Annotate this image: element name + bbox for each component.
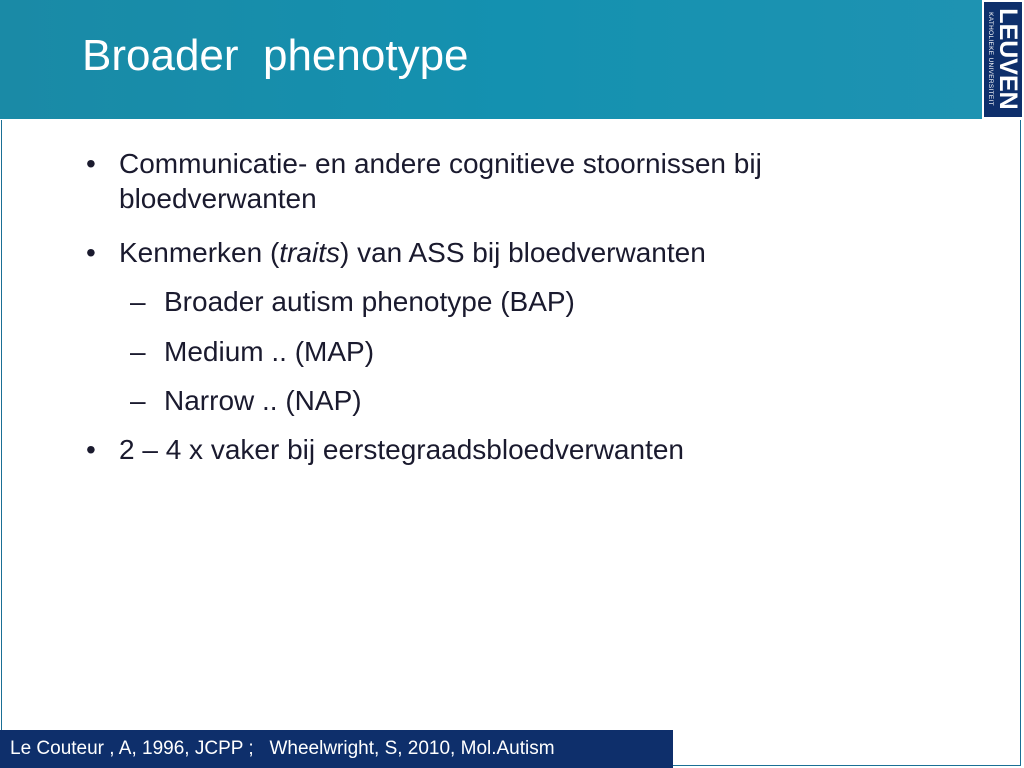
reference-footer: Le Couteur , A, 1996, JCPP ; Wheelwright, S, 2010, Mol.Autism: [0, 730, 673, 768]
dash-marker: –: [130, 385, 146, 416]
sub-item-text: Narrow .. (NAP): [164, 385, 362, 416]
dash-marker: –: [130, 286, 146, 317]
ku-leuven-logo: [982, 0, 1024, 119]
bullet-marker: •: [86, 148, 96, 179]
bullet-text-prefix: Kenmerken (: [119, 237, 280, 268]
bullet-text: [119, 235, 919, 270]
logo-main-text: LEUVEN: [994, 8, 1022, 110]
bullet-text: 2 – 4 x vaker bij eerstegraadsbloedverwanten: [119, 434, 685, 465]
sub-item-text: Broader autism phenotype (BAP): [164, 286, 575, 317]
bullet-text-suffix: ) van ASS bij bloedverwanten: [339, 237, 706, 268]
slide-title: Broader phenotype: [82, 31, 469, 80]
bullet-text-line-2: bloedverwanten: [119, 183, 317, 214]
bullet-marker: •: [86, 237, 96, 268]
logo-panel: [984, 2, 1022, 117]
bullet-marker: •: [86, 434, 96, 465]
title-bar: [0, 0, 1024, 119]
bullet-text: [119, 146, 919, 216]
sub-item-text: Medium .. (MAP): [164, 336, 375, 367]
logo-sub-text: KATHOLIEKE UNIVERSITEIT: [987, 12, 994, 106]
dash-marker: –: [130, 336, 146, 367]
bullet-text-emphasis: traits: [279, 237, 340, 268]
logo-text: [986, 3, 1020, 115]
bullet-text-line-1: Communicatie- en andere cognitieve stoornissen bij: [119, 148, 762, 179]
